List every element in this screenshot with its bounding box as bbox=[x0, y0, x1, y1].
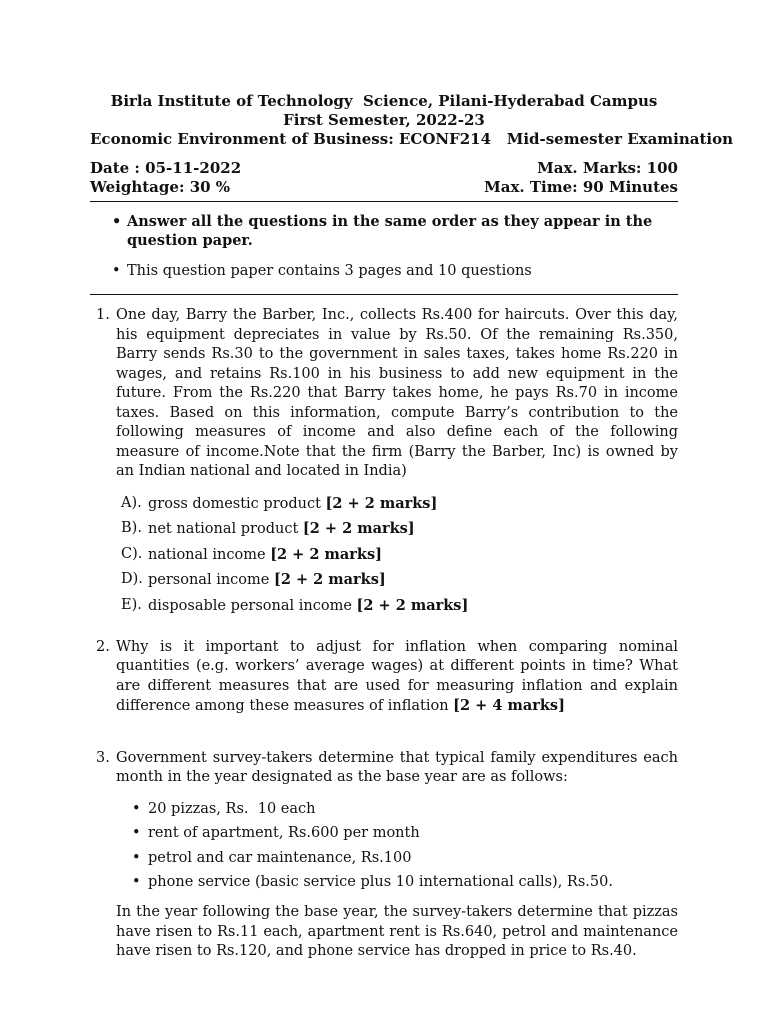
marks-label: [2 + 4 marks] bbox=[453, 697, 565, 714]
expenditure-list bbox=[116, 800, 678, 893]
question-3 bbox=[90, 749, 678, 962]
question-part: A). gross domestic product [2 + 2 marks] bbox=[121, 494, 438, 512]
instructions-divider bbox=[90, 294, 678, 295]
question-text: Government survey-takers determine that typical family expenditures each month in the year designated as the base year are as follows: bbox=[116, 749, 678, 785]
marks-label: [2 + 2 marks] bbox=[302, 520, 415, 537]
exam-meta bbox=[90, 159, 678, 197]
exam-header bbox=[90, 92, 734, 149]
exam-page bbox=[90, 92, 734, 962]
instruction-item: • This question paper contains 3 pages and 10 questions bbox=[112, 263, 532, 279]
list-item: • petrol and car maintenance, Rs.100 bbox=[132, 849, 412, 866]
question-1 bbox=[90, 306, 678, 616]
list-item: • 20 pizzas, Rs. 10 each bbox=[132, 800, 316, 817]
marks-label: [2 + 2 marks] bbox=[356, 596, 469, 614]
bullet-icon: • bbox=[132, 849, 141, 866]
header-divider bbox=[90, 201, 678, 202]
list-item: • rent of apartment, Rs.600 per month bbox=[132, 825, 420, 841]
bullet-icon: • bbox=[112, 263, 121, 279]
question-number: 2. bbox=[96, 638, 110, 655]
bullet-icon: • bbox=[132, 874, 141, 890]
question-part: E). disposable personal income [2 + 2 marks] bbox=[121, 596, 469, 614]
semester-line: First Semester, 2022-23 bbox=[283, 111, 485, 129]
weightage: Weightage: 30 % bbox=[90, 178, 231, 196]
course-line: Economic Environment of Business: ECONF214 Mid-semester Examination bbox=[90, 130, 734, 148]
question-2 bbox=[90, 638, 678, 717]
question-followup: In the year following the base year, the survey-takers determine that pizzas have risen to Rs.11 each, apartment rent is Rs.640, petrol and maintenance have risen to Rs.120, and phone service has dropped in price to Rs.40. bbox=[116, 904, 678, 959]
max-time: Max. Time: 90 Minutes bbox=[484, 178, 678, 196]
max-marks: Max. Marks: 100 bbox=[537, 159, 678, 177]
exam-date: Date : 05-11-2022 bbox=[90, 159, 242, 177]
question-number: 1. bbox=[96, 307, 110, 323]
institute-name: Birla Institute of Technology Science, Pilani-Hyderabad Campus bbox=[110, 92, 658, 110]
bullet-icon: • bbox=[112, 213, 122, 230]
list-item: • phone service (basic service plus 10 international calls), Rs.50. bbox=[132, 874, 613, 890]
question-number: 3. bbox=[96, 749, 110, 766]
bullet-icon: • bbox=[132, 800, 141, 817]
question-text: Why is it important to adjust for inflation when comparing nominal quantities (e.g. workers’ average wages) at different points in time? What are different measures that are used for measuring inflation and explain difference among these measures of inflation [2 + 4 marks] bbox=[116, 638, 678, 714]
question-part: B). net national product [2 + 2 marks] bbox=[121, 520, 415, 537]
instructions-list bbox=[90, 212, 678, 281]
instruction-item: • Answer all the questions in the same order as they appear in the question paper. bbox=[112, 213, 653, 249]
question-part: D). personal income [2 + 2 marks] bbox=[121, 571, 386, 588]
question-parts bbox=[116, 494, 678, 616]
bullet-icon: • bbox=[132, 825, 141, 841]
question-text: One day, Barry the Barber, Inc., collects Rs.400 for haircuts. Over this day, his equipment depreciates in value by Rs.50. Of the remaining Rs.350, Barry sends Rs.30 to the government in sales taxes, takes home Rs.220 in wages, and retains Rs.100 in his business to add new equipment in the future. From the Rs.220 that Barry takes home, he pays Rs.70 in income taxes. Based on this information, compute Barry’s contribution to the following measures of income and also define each of the following measure of income.Note that the firm (Barry the Barber, Inc) is owned by an Indian national and located in India) bbox=[116, 307, 678, 479]
question-part: C). national income [2 + 2 marks] bbox=[121, 545, 382, 563]
marks-label: [2 + 2 marks] bbox=[273, 571, 386, 588]
marks-label: [2 + 2 marks] bbox=[270, 545, 382, 563]
marks-label: [2 + 2 marks] bbox=[325, 494, 438, 512]
